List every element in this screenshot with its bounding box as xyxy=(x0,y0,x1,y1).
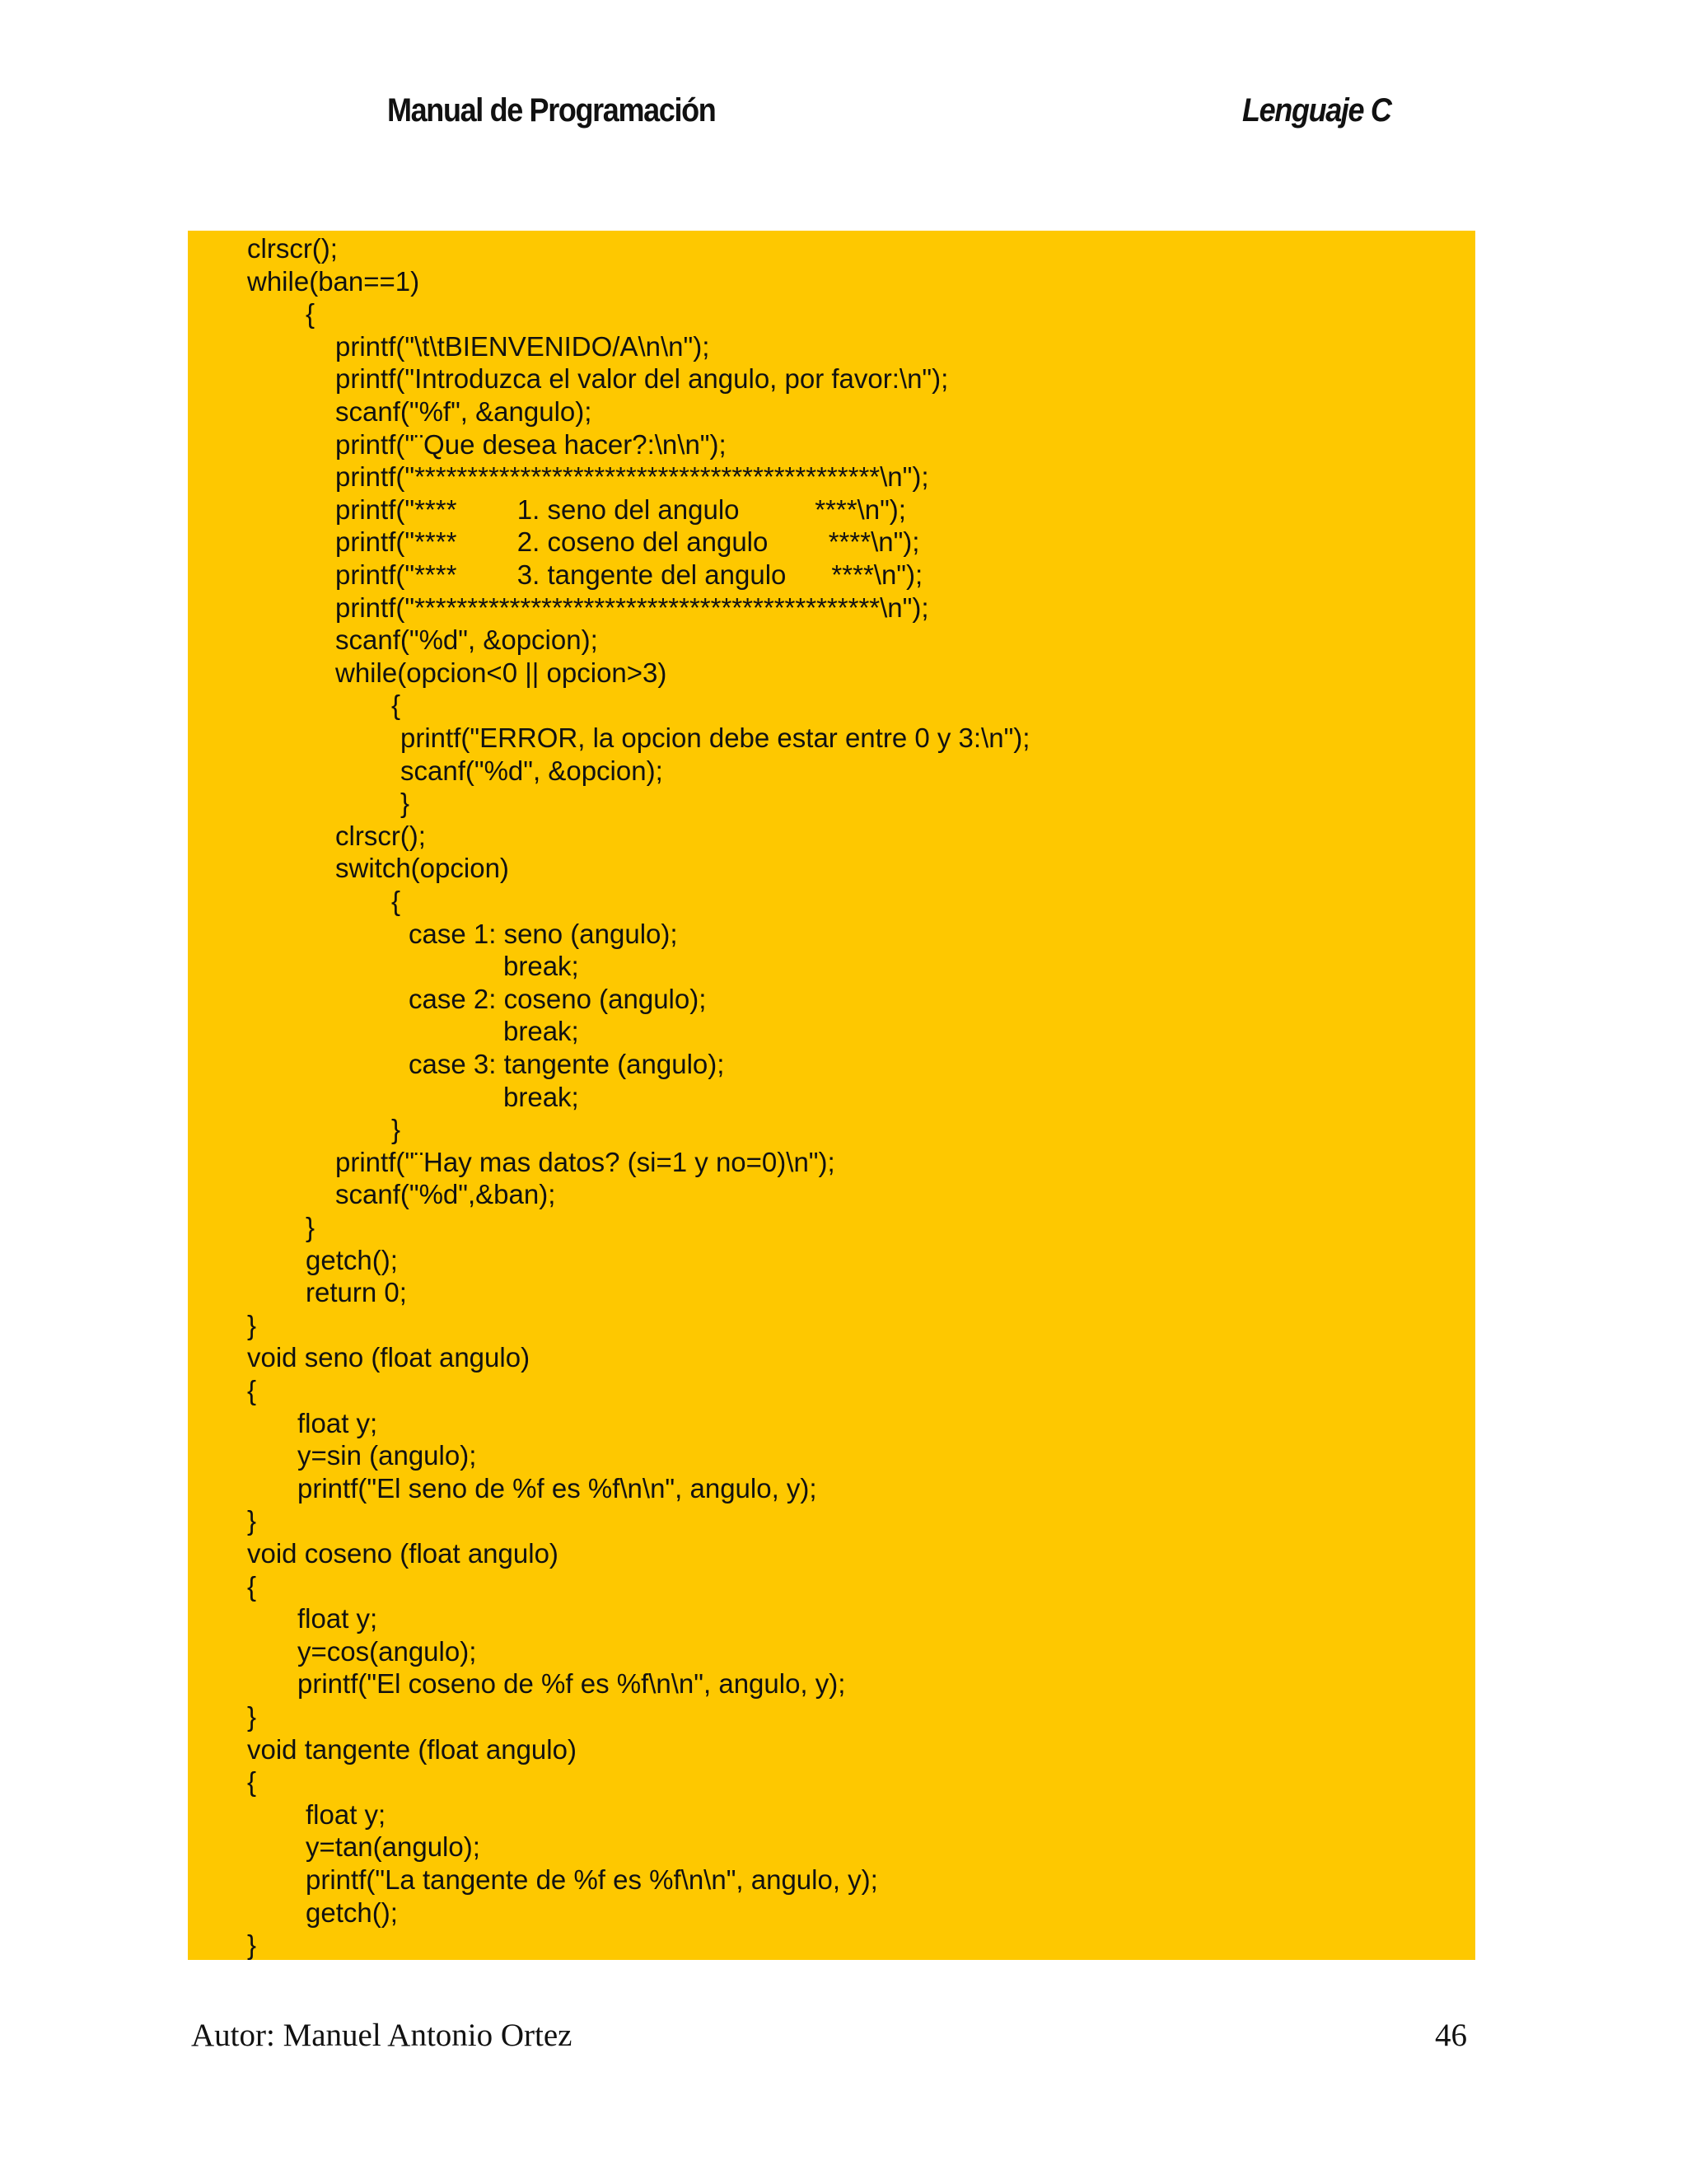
code-line: } xyxy=(400,788,410,818)
code-line: printf("La tangente de %f es %f\n\n", angulo, y); xyxy=(306,1864,878,1895)
code-line: } xyxy=(306,1212,315,1242)
code-line: y=tan(angulo); xyxy=(306,1831,480,1862)
code-line: case 1: seno (angulo); xyxy=(409,919,678,949)
code-line: getch(); xyxy=(306,1245,398,1275)
code-line: } xyxy=(247,1929,257,1960)
code-line: { xyxy=(247,1375,257,1405)
code-line: break; xyxy=(503,1082,579,1112)
code-line: y=sin (angulo); xyxy=(297,1440,477,1471)
code-line: clrscr(); xyxy=(335,821,426,851)
code-line: float y; xyxy=(297,1408,378,1438)
code-line: float y; xyxy=(306,1799,386,1830)
code-line: while(opcion<0 || opcion>3) xyxy=(335,657,667,688)
code-line: scanf("%d", &opcion); xyxy=(400,755,663,786)
code-line: printf("********************************************\n"); xyxy=(335,592,929,623)
code-line: printf("**** 2. coseno del angulo ****\n"); xyxy=(335,526,920,557)
code-line: break; xyxy=(503,951,579,981)
code-line: { xyxy=(247,1766,257,1797)
code-line: printf("**** 3. tangente del angulo ****\n"); xyxy=(335,559,923,590)
code-line: { xyxy=(247,1571,257,1602)
manual-title: Manual de Programación xyxy=(387,92,716,129)
code-line: switch(opcion) xyxy=(335,853,509,883)
code-line: printf("ERROR, la opcion debe estar entre 0 y 3:\n"); xyxy=(400,723,1030,753)
code-line: case 2: coseno (angulo); xyxy=(409,984,707,1014)
code-line: { xyxy=(391,886,401,916)
code-line: void seno (float angulo) xyxy=(247,1342,530,1373)
code-line: printf("¨Hay mas datos? (si=1 y no=0)\n"); xyxy=(335,1147,835,1177)
code-line: } xyxy=(391,1114,401,1144)
code-listing xyxy=(188,231,1475,1960)
code-line: printf("\t\tBIENVENIDO/A\n\n"); xyxy=(335,331,710,362)
code-line: break; xyxy=(503,1016,579,1046)
code-line: { xyxy=(306,298,315,329)
code-line: float y; xyxy=(297,1603,378,1634)
code-line: void coseno (float angulo) xyxy=(247,1538,558,1569)
code-line: clrscr(); xyxy=(247,233,338,264)
code-line: while(ban==1) xyxy=(247,266,420,297)
code-line: getch(); xyxy=(306,1897,398,1928)
code-line: scanf("%f", &angulo); xyxy=(335,396,592,427)
code-line: } xyxy=(247,1310,257,1340)
author-footer: Autor: Manuel Antonio Ortez xyxy=(191,2018,572,2053)
code-line: { xyxy=(391,690,401,720)
code-line: printf("El seno de %f es %f\n\n", angulo, y); xyxy=(297,1473,817,1504)
code-line: scanf("%d", &opcion); xyxy=(335,624,598,655)
code-line: } xyxy=(247,1701,257,1732)
code-line: void tangente (float angulo) xyxy=(247,1734,577,1765)
code-line: printf("**** 1. seno del angulo ****\n"); xyxy=(335,494,906,525)
code-line: scanf("%d",&ban); xyxy=(335,1179,556,1209)
code-line: printf("Introduzca el valor del angulo, por favor:\n"); xyxy=(335,363,949,394)
code-line: y=cos(angulo); xyxy=(297,1636,477,1667)
page-number: 46 xyxy=(1435,2018,1467,2053)
code-line: return 0; xyxy=(306,1277,407,1307)
code-line: printf("El coseno de %f es %f\n\n", angulo, y); xyxy=(297,1668,846,1699)
code-line: } xyxy=(247,1505,257,1536)
code-line: printf("********************************************\n"); xyxy=(335,461,929,492)
code-line: case 3: tangente (angulo); xyxy=(409,1049,725,1079)
code-line: printf("¨Que desea hacer?:\n\n"); xyxy=(335,429,727,460)
language-label: Lenguaje C xyxy=(1242,92,1391,129)
